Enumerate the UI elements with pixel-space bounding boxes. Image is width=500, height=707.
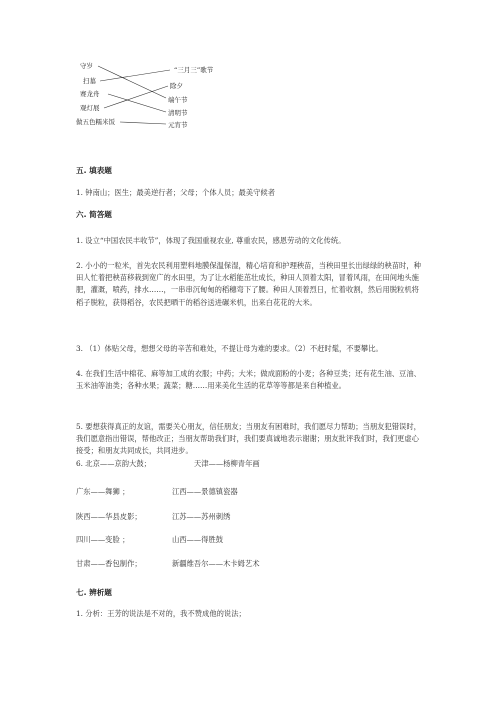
pair-left: 甘肃——香包制作； (76, 559, 142, 568)
pair-right: 天津——杨柳青年画 (194, 459, 260, 468)
pair-right: 新疆维吾尔——木卡姆艺术 (172, 559, 260, 568)
left-item: 守岁 (80, 62, 93, 70)
pair-right: 山西——得胜鼓 (172, 535, 224, 544)
match-line (104, 86, 168, 108)
answer-paragraph: 1. 设立“中国农民丰收节”，体现了我国重视农业, 尊重农民，感恩劳动的文化传统。 (76, 236, 346, 245)
right-item: 清明节 (168, 109, 188, 117)
answer-text: 1. 钟南山；医生；最美逆行者；父母；个体人员；最美守候者 (76, 188, 275, 197)
answer-paragraph: 5. 要想获得真正的友谊，需要关心朋友，信任朋友；当朋友有困难时，我们愿尽力帮助；当朋友犯错误时，我们愿意指出错误，帮他改正；当朋友帮助我们时，我们要真诚地表示谢谢；朋友批评我们时，我们更虚心接受；和朋友共同成长，共同进步。 (76, 422, 421, 456)
right-item: 除夕 (170, 82, 183, 90)
matching-lines (70, 58, 270, 133)
pair-row (76, 487, 238, 497)
right-item: “三月三”歌节 (174, 66, 214, 74)
section-heading: 五. 填表题 (76, 166, 112, 175)
answer-paragraph: 4. 在我们生活中棉花、麻等加工成的衣服；中药；大米；做成面粉的小麦；各种豆类；还有花生油、豆油、玉米油等油类；各种水果；蔬菜；糖……用来美化生活的花草等等都是来自种植业。 (76, 369, 421, 391)
match-line (120, 122, 166, 124)
answer-paragraph: 2. 小小的一粒米，首先农民利用塑料地膜保温保湿，精心培育和护理秧苗，当秧田里长出绿绿的秧苗时，种田人忙着把秧苗移栽到宽广的水田里，为了让水稻能茁壮成长，种田人顶着太阳，冒着风雨，在田间地头施肥，灌溉，喷药，排水……，一串串沉甸甸的稻穗弯下了腰。种田人顶着烈日，忙着收割，然后用脱粒机将稻子脱粒，获得稻谷，农民把晒干的稻谷送进碾米机，出来白花花的大米。 (76, 261, 421, 307)
pair-left: 广东——舞狮 ； (76, 487, 130, 496)
pair-row (76, 559, 260, 569)
pair-row (76, 459, 260, 469)
matching-diagram (70, 58, 270, 133)
answer-text: 1. 分析：王芳的说法是不对的，我不赞成他的说法； (76, 609, 246, 618)
left-item: 做五色糯米饭 (76, 118, 115, 126)
match-line (98, 66, 166, 98)
left-item: 观灯展 (80, 104, 100, 112)
pair-right: 江西——景德镇瓷器 (172, 487, 238, 496)
right-item: 元宵节 (168, 121, 188, 129)
left-item: 扫墓 (83, 77, 96, 85)
pair-left: 陕西——华县皮影； (76, 512, 142, 521)
answer-paragraph: 3. （1）体贴父母，想想父母的辛苦和难处，不提让母为难的要求。（2）不赶时髦，不要攀比。 (76, 344, 383, 353)
pair-right: 江苏——苏州刺绣 (172, 512, 231, 521)
pair-row (76, 512, 231, 522)
pair-left: 四川——变脸 ； (76, 535, 130, 544)
pair-left: 6. 北京——京韵大鼓； (76, 459, 151, 468)
pair-row (76, 535, 224, 545)
left-item: 赛龙舟 (80, 90, 100, 98)
section-heading: 六. 简答题 (76, 210, 112, 219)
right-item: 端午节 (168, 96, 188, 104)
section-heading: 七. 辨析题 (76, 588, 112, 597)
